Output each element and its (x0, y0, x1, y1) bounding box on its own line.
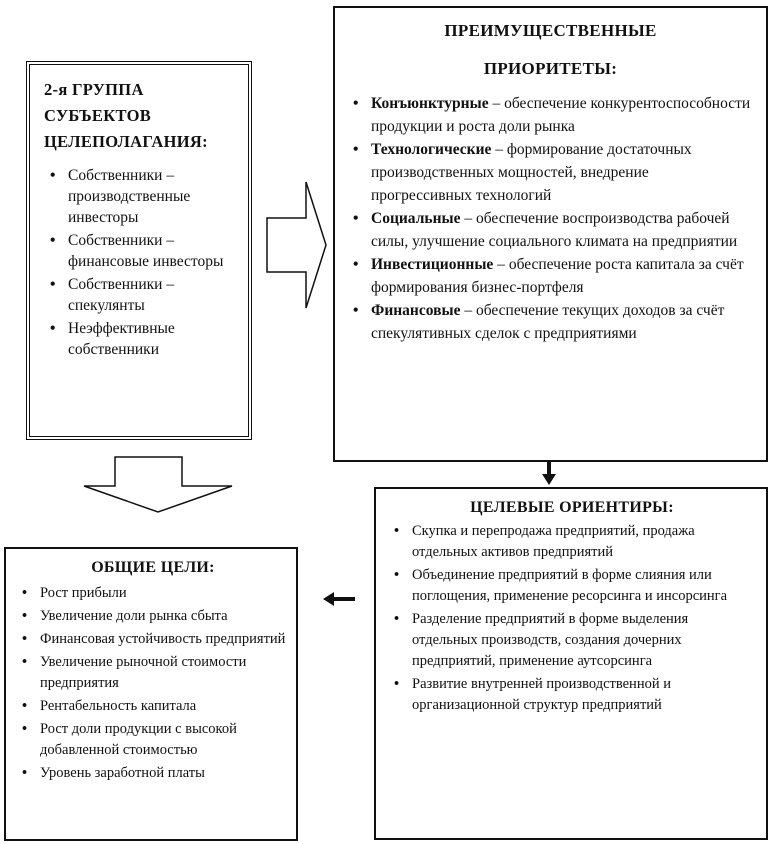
bullet-icon: • (394, 567, 400, 583)
priorities-box (333, 6, 768, 462)
bullet-icon: • (22, 698, 28, 714)
list-item (18, 652, 288, 694)
group-list (44, 165, 238, 360)
priority-text: – формирование достаточных производственных мощностей, внедрение прогрессивных технологий (371, 141, 692, 204)
priority-term: Технологические (371, 141, 492, 158)
list-item (18, 719, 288, 761)
list-item-text: Рост прибыли (40, 585, 127, 601)
priority-term: Финансовые (371, 302, 461, 319)
priorities-list (349, 92, 752, 345)
priority-term: Инвестиционные (371, 256, 494, 273)
bullet-icon: • (50, 320, 56, 337)
bullet-icon: • (394, 611, 400, 627)
group-title-line: 2-я ГРУППА (44, 80, 144, 99)
bullet-icon: • (22, 631, 28, 647)
bullet-icon: • (50, 232, 56, 249)
list-item-text: Финансовая устойчивость предприятий (40, 631, 286, 647)
priorities-title (349, 12, 752, 88)
list-item-text: Скупка и перепродажа предприятий, продажа отдельных активов предприятий (412, 523, 695, 560)
bullet-icon: • (22, 585, 28, 601)
targets-list (388, 521, 756, 716)
list-item (349, 253, 752, 299)
list-item (44, 165, 238, 228)
list-item-text: Объединение предприятий в форме слияния или поглощения, применение ресорсинга и инсорсинга (412, 567, 728, 604)
bullet-icon: • (394, 676, 400, 692)
list-item (18, 606, 288, 627)
list-item (18, 696, 288, 717)
list-item-text: Собственники – спекулянты (68, 276, 175, 314)
list-item-text: Увеличение доли рынка сбыта (40, 608, 228, 624)
bullet-icon: • (353, 256, 359, 273)
targets-box (374, 487, 768, 840)
list-item (388, 565, 756, 607)
list-item-text: Рентабельность капитала (40, 698, 197, 714)
bullet-icon: • (22, 765, 28, 781)
group-box (26, 61, 252, 440)
list-item (388, 521, 756, 563)
list-item (349, 92, 752, 138)
goals-box (4, 547, 298, 841)
bullet-icon: • (353, 210, 359, 227)
bullet-icon: • (50, 276, 56, 293)
bullet-icon: • (22, 721, 28, 737)
bullet-icon: • (22, 654, 28, 670)
arrow-right-icon (266, 180, 328, 310)
priority-term: Конъюнктурные (371, 95, 489, 112)
list-item-text: Развитие внутренней производственной и организационной структур предприятий (412, 676, 671, 713)
group-title (44, 77, 238, 155)
list-item (44, 318, 238, 360)
list-item (18, 629, 288, 650)
list-item (388, 674, 756, 716)
priorities-title-line: ПРЕИМУЩЕСТВЕННЫЕ (444, 21, 657, 40)
bullet-icon: • (353, 95, 359, 112)
goals-list (18, 583, 288, 784)
list-item-text: Рост доли продукции с высокой добавленной стоимостью (40, 721, 237, 758)
list-item-text: Увеличение рыночной стоимости предприятия (40, 654, 247, 691)
bullet-icon: • (353, 141, 359, 158)
arrow-down-icon (82, 456, 234, 514)
priorities-title-line: ПРИОРИТЕТЫ: (483, 59, 618, 78)
group-title-line: СУБЪЕКТОВ (44, 106, 152, 125)
list-item-text: Собственники – производственные инвесторы (68, 167, 191, 226)
list-item-text: Разделение предприятий в форме выделения отдельных производств, создания дочерних предприятий, применение аутсорсинга (412, 611, 689, 669)
group-title-line: ЦЕЛЕПОЛАГАНИЯ: (44, 132, 208, 151)
priority-text: – обеспечение конкурентоспособности продукции и роста доли рынка (371, 95, 751, 135)
list-item (44, 230, 238, 272)
list-item (388, 609, 756, 672)
list-item (44, 274, 238, 316)
list-item (349, 207, 752, 253)
priority-term: Социальные (371, 210, 461, 227)
priority-text: – обеспечение воспроизводства рабочей силы, улучшение социального климата на предприятии (371, 210, 738, 250)
list-item (18, 763, 288, 784)
list-item (18, 583, 288, 604)
list-item (349, 138, 752, 207)
list-item-text: Уровень заработной платы (40, 765, 205, 781)
priority-text: – обеспечение роста капитала за счёт формирования бизнес-портфеля (371, 256, 744, 296)
small-arrow-left-icon (322, 591, 356, 607)
priority-text: – обеспечение текущих доходов за счёт спекулятивных сделок с предприятиями (371, 302, 725, 342)
bullet-icon: • (394, 523, 400, 539)
bullet-icon: • (22, 608, 28, 624)
list-item-text: Собственники – финансовые инвесторы (68, 232, 224, 270)
targets-title: ЦЕЛЕВЫЕ ОРИЕНТИРЫ: (470, 499, 674, 516)
bullet-icon: • (50, 167, 56, 184)
list-item (349, 299, 752, 345)
list-item-text: Неэффективные собственники (68, 320, 175, 358)
small-arrow-down-icon (541, 462, 557, 486)
goals-title: ОБЩИЕ ЦЕЛИ: (91, 559, 215, 576)
bullet-icon: • (353, 302, 359, 319)
